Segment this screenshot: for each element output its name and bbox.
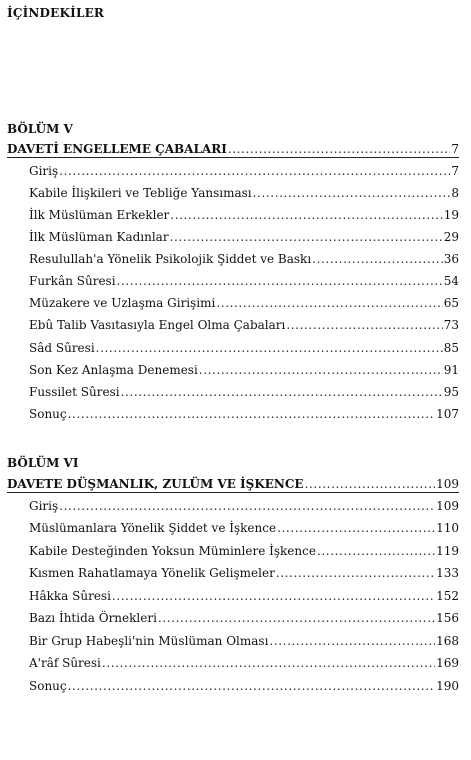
entry-title: Bazı İhtida Örnekleri: [29, 611, 157, 625]
toc-entry[interactable]: [29, 634, 459, 648]
toc-entry[interactable]: [29, 341, 459, 355]
dot-leader: [68, 679, 435, 693]
part-label: BÖLÜM VI: [7, 456, 79, 470]
entry-title: Sâd Sûresi: [29, 341, 95, 355]
entry-title: Son Kez Anlaşma Denemesi: [29, 363, 198, 377]
entry-title: Hâkka Sûresi: [29, 589, 111, 603]
entry-title: Fussilet Sûresi: [29, 385, 120, 399]
dot-leader: [286, 318, 442, 332]
page-number: 91: [443, 363, 459, 377]
toc-entry[interactable]: [29, 186, 459, 200]
page-number: 95: [443, 385, 459, 399]
page-number: 85: [443, 341, 459, 355]
entry-title: Resulullah'a Yönelik Psikolojik Şiddet ve Baskı: [29, 252, 312, 266]
toc-entry[interactable]: [29, 566, 459, 580]
page-number: 8: [451, 186, 459, 200]
dot-leader: [312, 252, 443, 266]
page-number: 54: [443, 274, 459, 288]
dot-leader: [158, 611, 435, 625]
page-number: 36: [443, 252, 459, 266]
entry-title: Müslümanlara Yönelik Şiddet ve İşkence: [29, 521, 277, 535]
dot-leader: [121, 385, 443, 399]
entry-title: Giriş: [29, 164, 59, 178]
entry-title: İlk Müslüman Kadınlar: [29, 230, 169, 244]
dot-leader: [170, 208, 442, 222]
entry-title: Giriş: [29, 499, 59, 513]
page-number: 110: [436, 521, 459, 535]
dot-leader: [269, 634, 435, 648]
page-number: 107: [436, 407, 459, 421]
toc-entry[interactable]: [29, 164, 459, 178]
chapter-underline: [7, 492, 459, 493]
entry-title: Bir Grup Habeşli'nin Müslüman Olması: [29, 634, 269, 648]
page-number: 19: [443, 208, 459, 222]
toc-entry[interactable]: [29, 252, 459, 266]
entry-title: Sonuç: [29, 407, 67, 421]
toc-chapter-row[interactable]: [7, 477, 459, 491]
toc-entry[interactable]: [29, 656, 459, 670]
dot-leader: [199, 363, 443, 377]
entry-title: Kabile İlişkileri ve Tebliğe Yansıması: [29, 186, 252, 200]
dot-leader: [228, 142, 451, 156]
dot-leader: [68, 407, 435, 421]
toc-chapter-row[interactable]: [7, 142, 459, 156]
page-number: 65: [443, 296, 459, 310]
entry-title: Ebû Talib Vasıtasıyla Engel Olma Çabaları: [29, 318, 286, 332]
page-number: 7: [451, 142, 459, 156]
page-number: 119: [436, 544, 459, 558]
entry-title: İlk Müslüman Erkekler: [29, 208, 170, 222]
toc-entry[interactable]: [29, 521, 459, 535]
page-number: 133: [436, 566, 459, 580]
dot-leader: [216, 296, 442, 310]
dot-leader: [59, 499, 435, 513]
dot-leader: [96, 341, 443, 355]
page-number: 168: [436, 634, 459, 648]
toc-entry[interactable]: [29, 407, 459, 421]
part-label: BÖLÜM V: [7, 122, 73, 136]
toc-entry[interactable]: [29, 544, 459, 558]
dot-leader: [305, 477, 436, 491]
dot-leader: [317, 544, 435, 558]
page-number: 169: [436, 656, 459, 670]
dot-leader: [117, 274, 443, 288]
page-number: 190: [436, 679, 459, 693]
toc-entry[interactable]: [29, 499, 459, 513]
dot-leader: [170, 230, 443, 244]
dot-leader: [277, 521, 435, 535]
page-number: 7: [451, 164, 459, 178]
dot-leader: [59, 164, 450, 178]
toc-entry[interactable]: [29, 274, 459, 288]
page-number: 29: [443, 230, 459, 244]
dot-leader: [102, 656, 435, 670]
dot-leader: [253, 186, 451, 200]
entry-title: Kısmen Rahatlamaya Yönelik Gelişmeler: [29, 566, 275, 580]
dot-leader: [276, 566, 435, 580]
toc-entry[interactable]: [29, 679, 459, 693]
entry-title: A'râf Sûresi: [29, 656, 101, 670]
entry-title: Müzakere ve Uzlaşma Girişimi: [29, 296, 216, 310]
page-heading: İÇİNDEKİLER: [7, 6, 105, 20]
toc-entry[interactable]: [29, 208, 459, 222]
toc-entry[interactable]: [29, 230, 459, 244]
toc-entry[interactable]: [29, 363, 459, 377]
dot-leader: [112, 589, 435, 603]
toc-entry[interactable]: [29, 385, 459, 399]
page-number: 73: [443, 318, 459, 332]
entry-title: Furkân Sûresi: [29, 274, 116, 288]
toc-entry[interactable]: [29, 589, 459, 603]
toc-entry[interactable]: [29, 611, 459, 625]
chapter-underline: [7, 157, 459, 158]
page-number: 152: [436, 589, 459, 603]
chapter-title: DAVETE DÜŞMANLIK, ZULÜM VE İŞKENCE: [7, 477, 304, 491]
page-number: 109: [436, 477, 459, 491]
page-number: 109: [436, 499, 459, 513]
page-number: 156: [436, 611, 459, 625]
toc-entry[interactable]: [29, 296, 459, 310]
chapter-title: DAVETİ ENGELLEME ÇABALARI: [7, 142, 227, 156]
entry-title: Kabile Desteğinden Yoksun Müminlere İşkence: [29, 544, 316, 558]
entry-title: Sonuç: [29, 679, 67, 693]
toc-entry[interactable]: [29, 318, 459, 332]
